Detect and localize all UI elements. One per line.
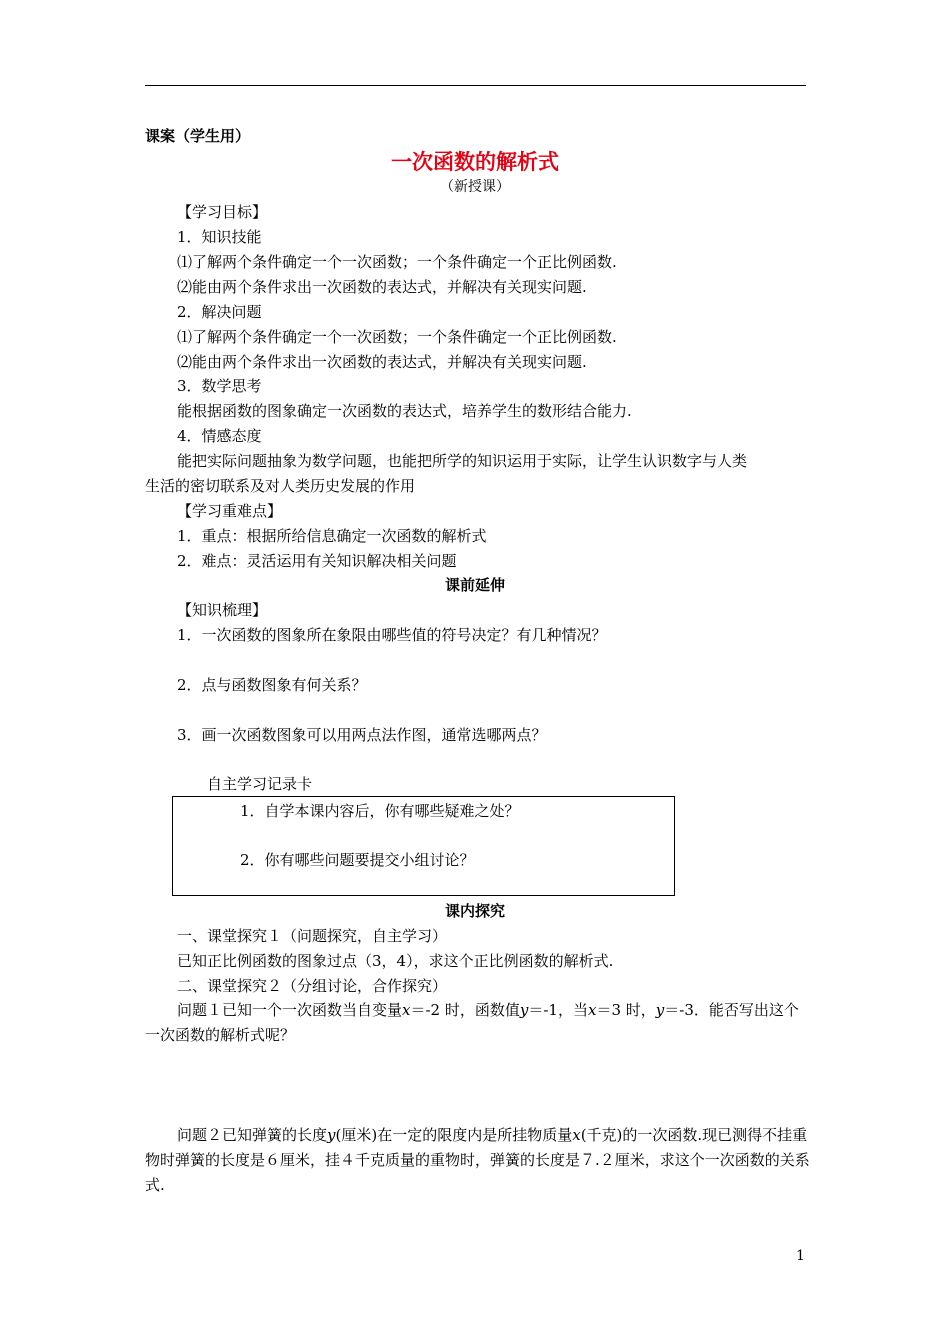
problem-1-text: 问题１已知一个一次函数当自变量 xyxy=(177,1001,403,1019)
header-label: 课案（学生用） xyxy=(145,127,251,145)
exploration-2-title: 二、课堂探究２（分组讨论，合作探究） xyxy=(177,977,448,995)
objective-2-b: ⑵能由两个条件求出一次函数的表达式，并解决有关现实问题. xyxy=(177,353,587,371)
problem-1-text: ＝3 时， xyxy=(596,1001,656,1019)
in-class-heading: 课内探究 xyxy=(444,902,505,920)
knowledge-review-heading: 【知识梳理】 xyxy=(177,601,268,619)
page-title: 一次函数的解析式 xyxy=(391,149,559,174)
objective-4-line1: 能把实际问题抽象为数学问题，也能把所学的知识运用于实际，让学生认识数字与人类 xyxy=(177,452,748,470)
key-points-heading: 【学习重难点】 xyxy=(177,502,283,520)
record-card-item-1: 1．自学本课内容后，你有哪些疑难之处？ xyxy=(240,802,520,820)
objective-3-title: 3．数学思考 xyxy=(177,377,262,395)
problem-1-text: ＝-1，当 xyxy=(528,1001,588,1019)
variable-x: x xyxy=(587,1001,597,1019)
objectives-heading: 【学习目标】 xyxy=(177,203,268,221)
page-subtitle: （新授课） xyxy=(440,179,510,195)
problem-2-text: (厘米)在一定的限度内是所挂物质量 xyxy=(335,1126,573,1144)
exploration-1-text: 已知正比例函数的图象过点（3，4），求这个正比例函数的解析式. xyxy=(177,952,614,970)
header-rule xyxy=(145,85,806,86)
exploration-1-title: 一、课堂探究１（问题探究，自主学习） xyxy=(177,927,448,945)
pre-class-heading: 课前延伸 xyxy=(444,576,505,594)
objective-1-title: 1．知识技能 xyxy=(177,228,262,246)
problem-2-text: 问题２已知弹簧的长度 xyxy=(177,1126,328,1144)
variable-y: y xyxy=(519,1001,529,1019)
variable-y: y xyxy=(655,1001,665,1019)
key-point-1: 1．重点：根据所给信息确定一次函数的解析式 xyxy=(177,527,487,545)
review-question-2: 2．点与函数图象有何关系？ xyxy=(177,676,367,694)
problem-1 xyxy=(145,998,810,1048)
variable-x: x xyxy=(402,1001,411,1019)
variable-x: x xyxy=(572,1126,581,1144)
objective-1-b: ⑵能由两个条件求出一次函数的表达式，并解决有关现实问题. xyxy=(177,278,587,296)
objective-4-title: 4．情感态度 xyxy=(177,427,262,445)
objective-2-a: ⑴了解两个条件确定一个一次函数；一个条件确定一个正比例函数. xyxy=(177,328,617,346)
objective-2-title: 2．解决问题 xyxy=(177,303,262,321)
record-card-label: 自主学习记录卡 xyxy=(207,775,313,793)
problem-1-text: ＝-2 时，函数值 xyxy=(410,1001,520,1019)
problem-2-text: (千克)的一次函数.现已测得不挂重物时弹簧的长度是６厘米，挂４千克质量的重物时，弹簧的长度是７.２厘米，求这个一次函数的关系式. xyxy=(145,1126,810,1194)
key-point-2: 2．难点：灵活运用有关知识解决相关问题 xyxy=(177,552,457,570)
problem-1-text: ＝-3．能否写出这个一次函数的解析式呢？ xyxy=(145,1001,799,1044)
page-number: 1 xyxy=(796,1248,805,1264)
objective-4-line2: 生活的密切联系及对人类历史发展的作用 xyxy=(145,477,416,495)
problem-2 xyxy=(145,1123,810,1198)
variable-y: y xyxy=(327,1126,336,1144)
objective-3-a: 能根据函数的图象确定一次函数的表达式，培养学生的数形结合能力. xyxy=(177,402,632,420)
record-card-item-2: 2．你有哪些问题要提交小组讨论？ xyxy=(240,851,475,869)
objective-1-a: ⑴了解两个条件确定一个一次函数；一个条件确定一个正比例函数. xyxy=(177,253,617,271)
review-question-3: 3．画一次函数图象可以用两点法作图，通常选哪两点？ xyxy=(177,726,547,744)
review-question-1: 1．一次函数的图象所在象限由哪些值的符号决定？有几种情况？ xyxy=(177,626,607,644)
